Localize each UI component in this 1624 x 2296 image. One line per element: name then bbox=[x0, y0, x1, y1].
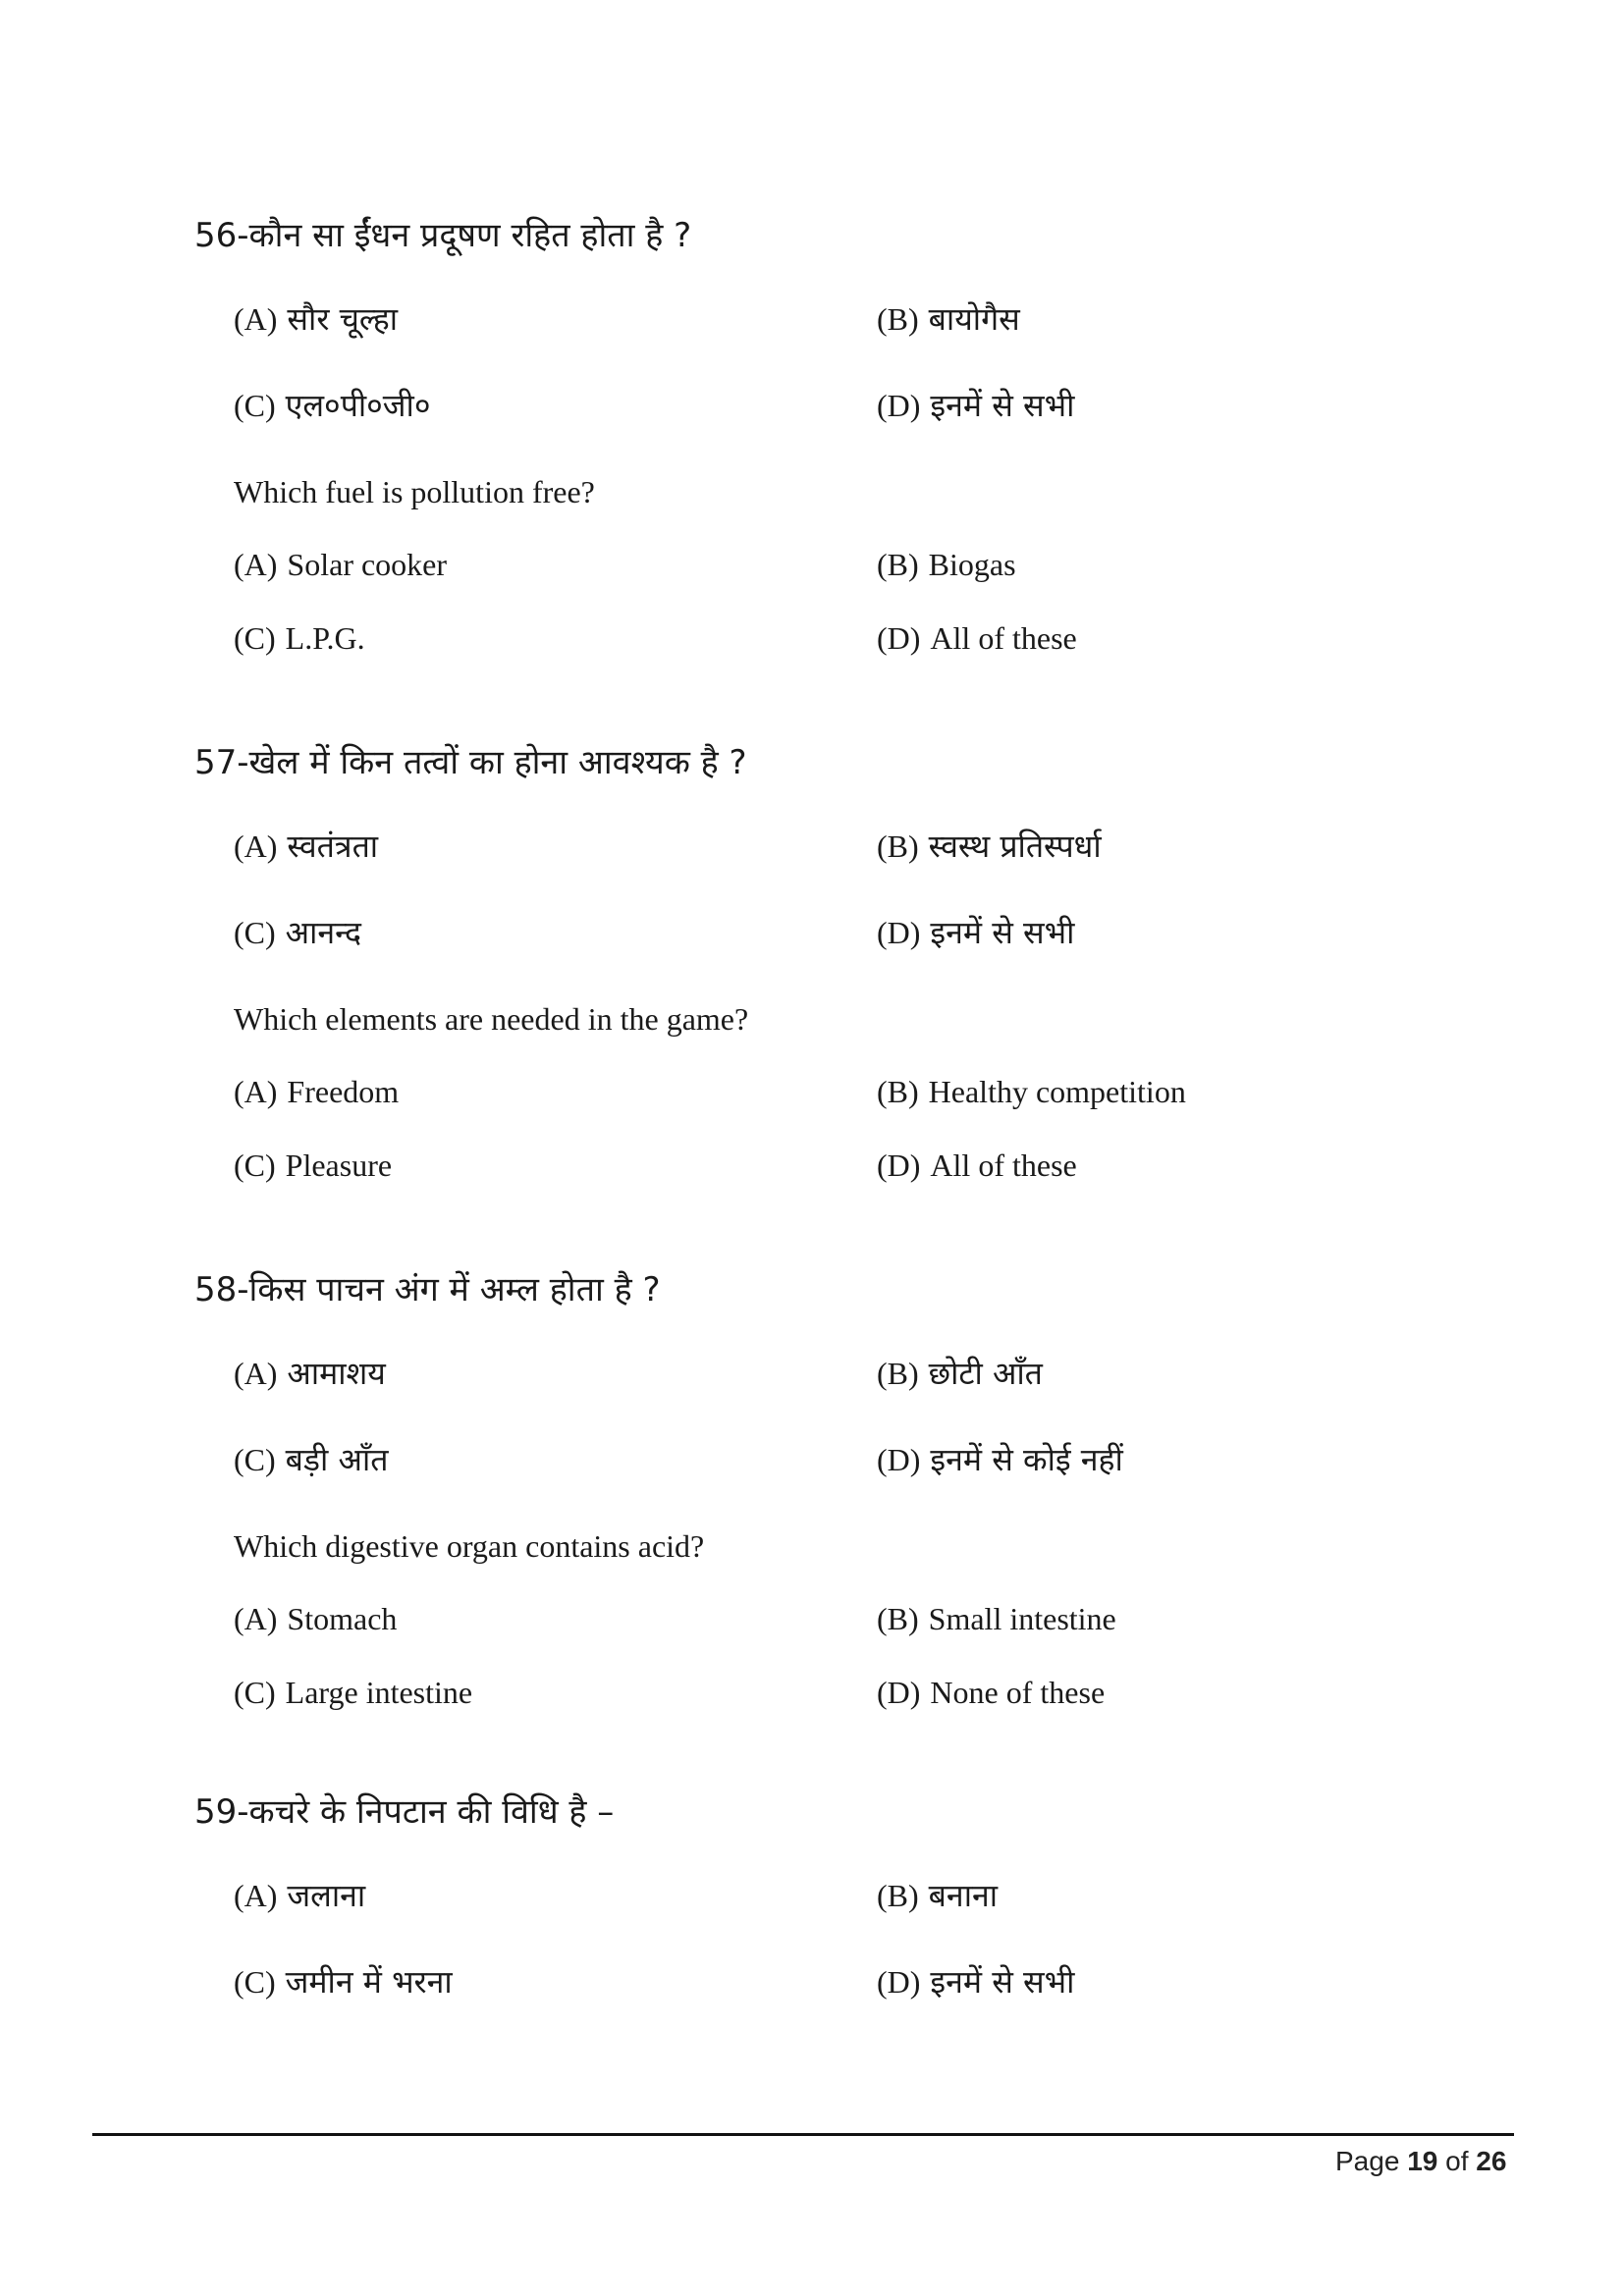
option-c-hindi: (C) जमीन में भरना bbox=[234, 1963, 453, 2001]
option-c-hindi: (C) बड़ी आँत bbox=[234, 1441, 389, 1478]
option-c-hindi: (C) एल०पी०जी० bbox=[234, 387, 431, 424]
option-a-english: (A) Solar cooker bbox=[234, 547, 448, 582]
option-b-hindi: (B) स्वस्थ प्रतिस्पर्धा bbox=[877, 828, 1102, 865]
question-text-english: Which digestive organ contains acid? bbox=[234, 1528, 705, 1564]
option-b-hindi: (B) बनाना bbox=[877, 1877, 999, 1914]
question-title-hindi: 59-कचरे के निपटान की विधि है – bbox=[194, 1792, 615, 1832]
option-d-hindi: (D) इनमें से सभी bbox=[877, 1963, 1075, 2001]
option-a-hindi: (A) आमाशय bbox=[234, 1355, 386, 1392]
question-title-hindi: 56-कौन सा ईंधन प्रदूषण रहित होता है ? bbox=[194, 216, 692, 255]
option-d-hindi: (D) इनमें से कोई नहीं bbox=[877, 1441, 1123, 1478]
option-d-hindi: (D) इनमें से सभी bbox=[877, 914, 1075, 951]
question-text-english: Which elements are needed in the game? bbox=[234, 1001, 749, 1037]
option-a-english: (A) Stomach bbox=[234, 1601, 398, 1636]
option-a-english: (A) Freedom bbox=[234, 1074, 400, 1109]
footer-divider bbox=[92, 2133, 1514, 2136]
question-title-hindi: 58-किस पाचन अंग में अम्ल होता है ? bbox=[194, 1270, 661, 1309]
option-b-hindi: (B) छोटी आँत bbox=[877, 1355, 1043, 1392]
option-b-hindi: (B) बायोगैस bbox=[877, 300, 1020, 338]
option-c-english: (C) Pleasure bbox=[234, 1148, 393, 1183]
option-c-hindi: (C) आनन्द bbox=[234, 914, 362, 951]
option-c-english: (C) L.P.G. bbox=[234, 620, 365, 656]
page-number: Page 19 of 26 bbox=[1335, 2146, 1507, 2176]
option-d-english: (D) None of these bbox=[877, 1675, 1106, 1710]
option-b-english: (B) Biogas bbox=[877, 547, 1016, 582]
option-d-hindi: (D) इनमें से सभी bbox=[877, 387, 1075, 424]
option-b-english: (B) Healthy competition bbox=[877, 1074, 1186, 1109]
option-c-english: (C) Large intestine bbox=[234, 1675, 473, 1710]
option-a-hindi: (A) स्वतंत्रता bbox=[234, 828, 379, 865]
option-b-english: (B) Small intestine bbox=[877, 1601, 1116, 1636]
option-d-english: (D) All of these bbox=[877, 1148, 1077, 1183]
option-a-hindi: (A) सौर चूल्हा bbox=[234, 300, 398, 338]
question-title-hindi: 57-खेल में किन तत्वों का होना आवश्यक है ? bbox=[194, 743, 747, 782]
question-text-english: Which fuel is pollution free? bbox=[234, 474, 595, 509]
option-d-english: (D) All of these bbox=[877, 620, 1077, 656]
option-a-hindi: (A) जलाना bbox=[234, 1877, 366, 1914]
